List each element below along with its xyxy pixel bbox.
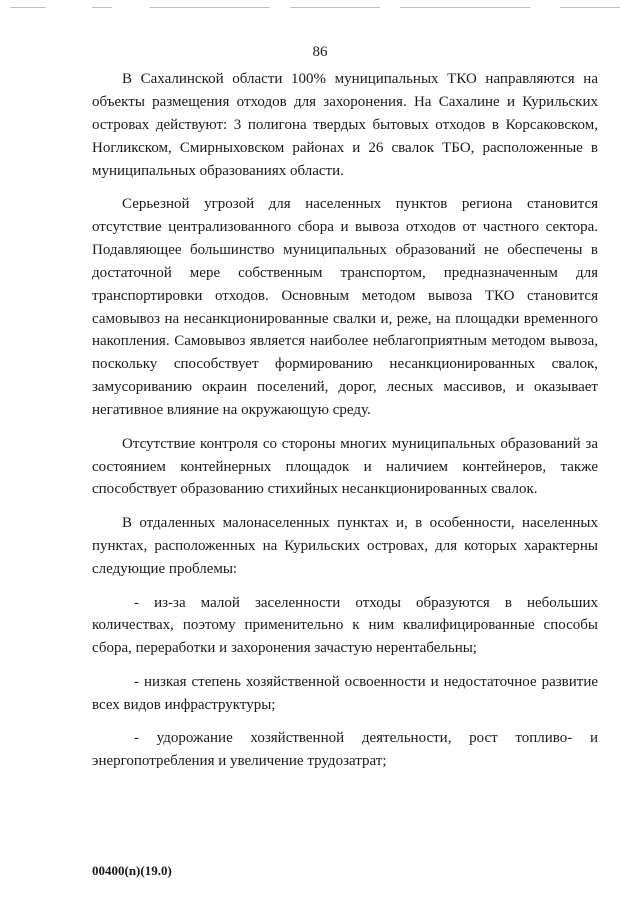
page-number: 86 — [312, 44, 328, 60]
paragraph: Серьезной угрозой для населенных пунктов региона становится отсутствие централизованного сбора и вывоза отходов от частного сектора. Подавляющее большинство муниципальных образований не обеспечены в достаточной мере собственным транспортом, предназначенным для транспортировки отходов. Основным методом вывоза ТКО становится самовывоз на несанкционированные свалки и, реже, на площадки временного накопления. Самовывоз является наиболее неблагоприятным методом вывоза, поскольку способствует формированию несанкционированных свалок, замусориванию окраин поселений, дорог, лесных массивов, и оказывает негативное влияние на окружающую среду. — [92, 196, 598, 419]
paragraph: Отсутствие контроля со стороны многих муниципальных образований за состоянием контейнерных площадок и наличием контейнеров, также способствует образованию стихийных несанкционированных свалок. — [92, 435, 598, 498]
scan-header-artifact — [0, 0, 640, 14]
paragraph: В отдаленных малонаселенных пунктах и, в особенности, населенных пунктах, расположенных на Курильских островах, для которых характерны следующие проблемы: — [92, 515, 598, 578]
list-item: - низкая степень хозяйственной освоенности и недостаточное развитие всех видов инфраструктуры; — [92, 673, 598, 713]
list-item: - из-за малой заселенности отходы образуются в небольших количествах, поэтому применительно к ним квалифицированные способы сбора, переработки и захоронения зачастую нерентабельны; — [92, 594, 598, 657]
document-body — [92, 68, 598, 773]
document-code: 00400(n)(19.0) — [92, 863, 172, 878]
list-item: - удорожание хозяйственной деятельности, рост топливо- и энергопотребления и увеличение трудозатрат; — [92, 730, 598, 769]
paragraph: В Сахалинской области 100% муниципальных ТКО направляются на объекты размещения отходов для захоронения. На Сахалине и Курильских островах действуют: 3 полигона твердых бытовых отходов в Корсаковском, Ногликском, Смирныховском районах и 26 свалок ТБО, расположенные в муниципальных образованиях области. — [92, 71, 598, 179]
